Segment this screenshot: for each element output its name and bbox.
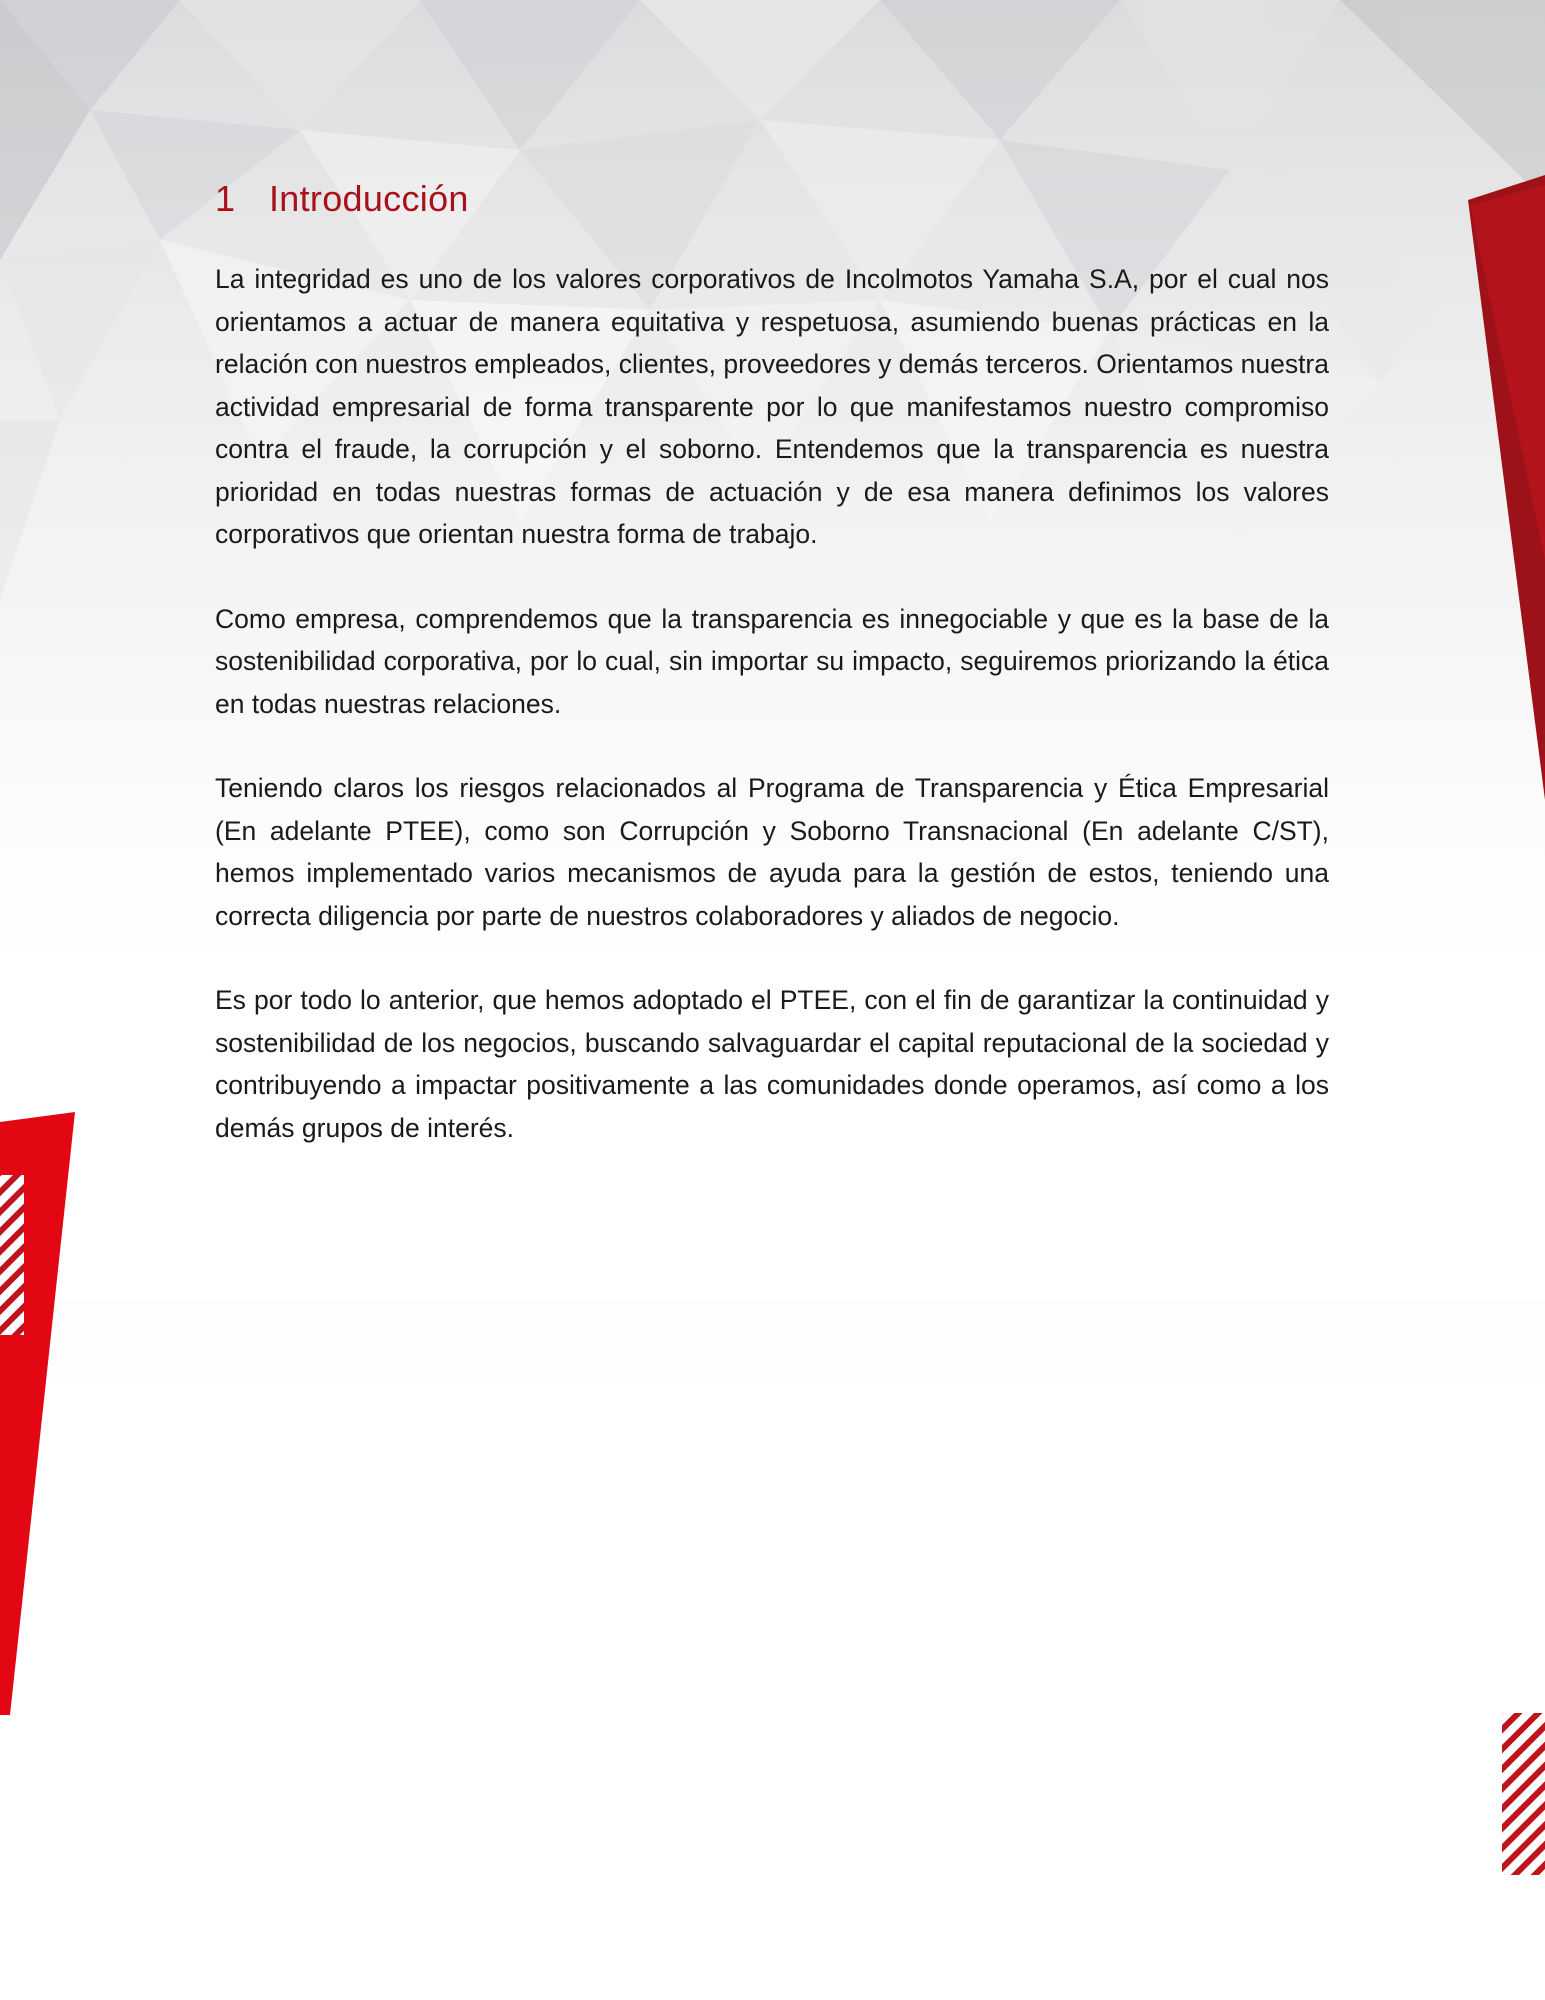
document-body bbox=[215, 178, 1329, 1191]
paragraph-2: Como empresa, comprendemos que la transparencia es innegociable y que es la base de la sostenibilidad corporativa, por lo cual, sin importar su impacto, seguiremos priorizando la ética en todas nuestras relaciones. bbox=[215, 603, 1329, 719]
left-stripes bbox=[0, 1175, 24, 1335]
section-title: Introducción bbox=[269, 178, 469, 219]
paragraph-1: La integridad es uno de los valores corporativos de Incolmotos Yamaha S.A, por el cual nos orientamos a actuar de manera equitativa y respetuosa, asumiendo buenas prácticas en la relación con nuestros empleados, clientes, proveedores y demás terceros. Orientamos nuestra actividad empresarial de forma transparente por lo que manifestamos nuestro compromiso contra el fraude, la corrupción y el soborno. Entendemos que la transparencia es nuestra prioridad en todas nuestras formas de actuación y de esa manera definimos los valores corporativos que orientan nuestra forma de trabajo. bbox=[215, 264, 1329, 549]
right-stripes bbox=[1502, 1713, 1545, 1875]
section-number: 1 bbox=[215, 178, 236, 219]
section-heading bbox=[215, 178, 1329, 220]
paragraph-3: Teniendo claros los riesgos relacionados al Programa de Transparencia y Ética Empresarial (En adelante PTEE), como son Corrupción y Soborno Transnacional (En adelante C/ST), hemos implementado varios mecanismos de ayuda para la gestión de estos, teniendo una correcta diligencia por parte de nuestros colaboradores y aliados de negocio. bbox=[215, 773, 1329, 931]
paragraph-4: Es por todo lo anterior, que hemos adoptado el PTEE, con el fin de garantizar la continuidad y sostenibilidad de los negocios, buscando salvaguardar el capital reputacional de la sociedad y contribuyendo a impactar positivamente a las comunidades donde operamos, así como a los demás grupos de interés. bbox=[215, 985, 1329, 1143]
